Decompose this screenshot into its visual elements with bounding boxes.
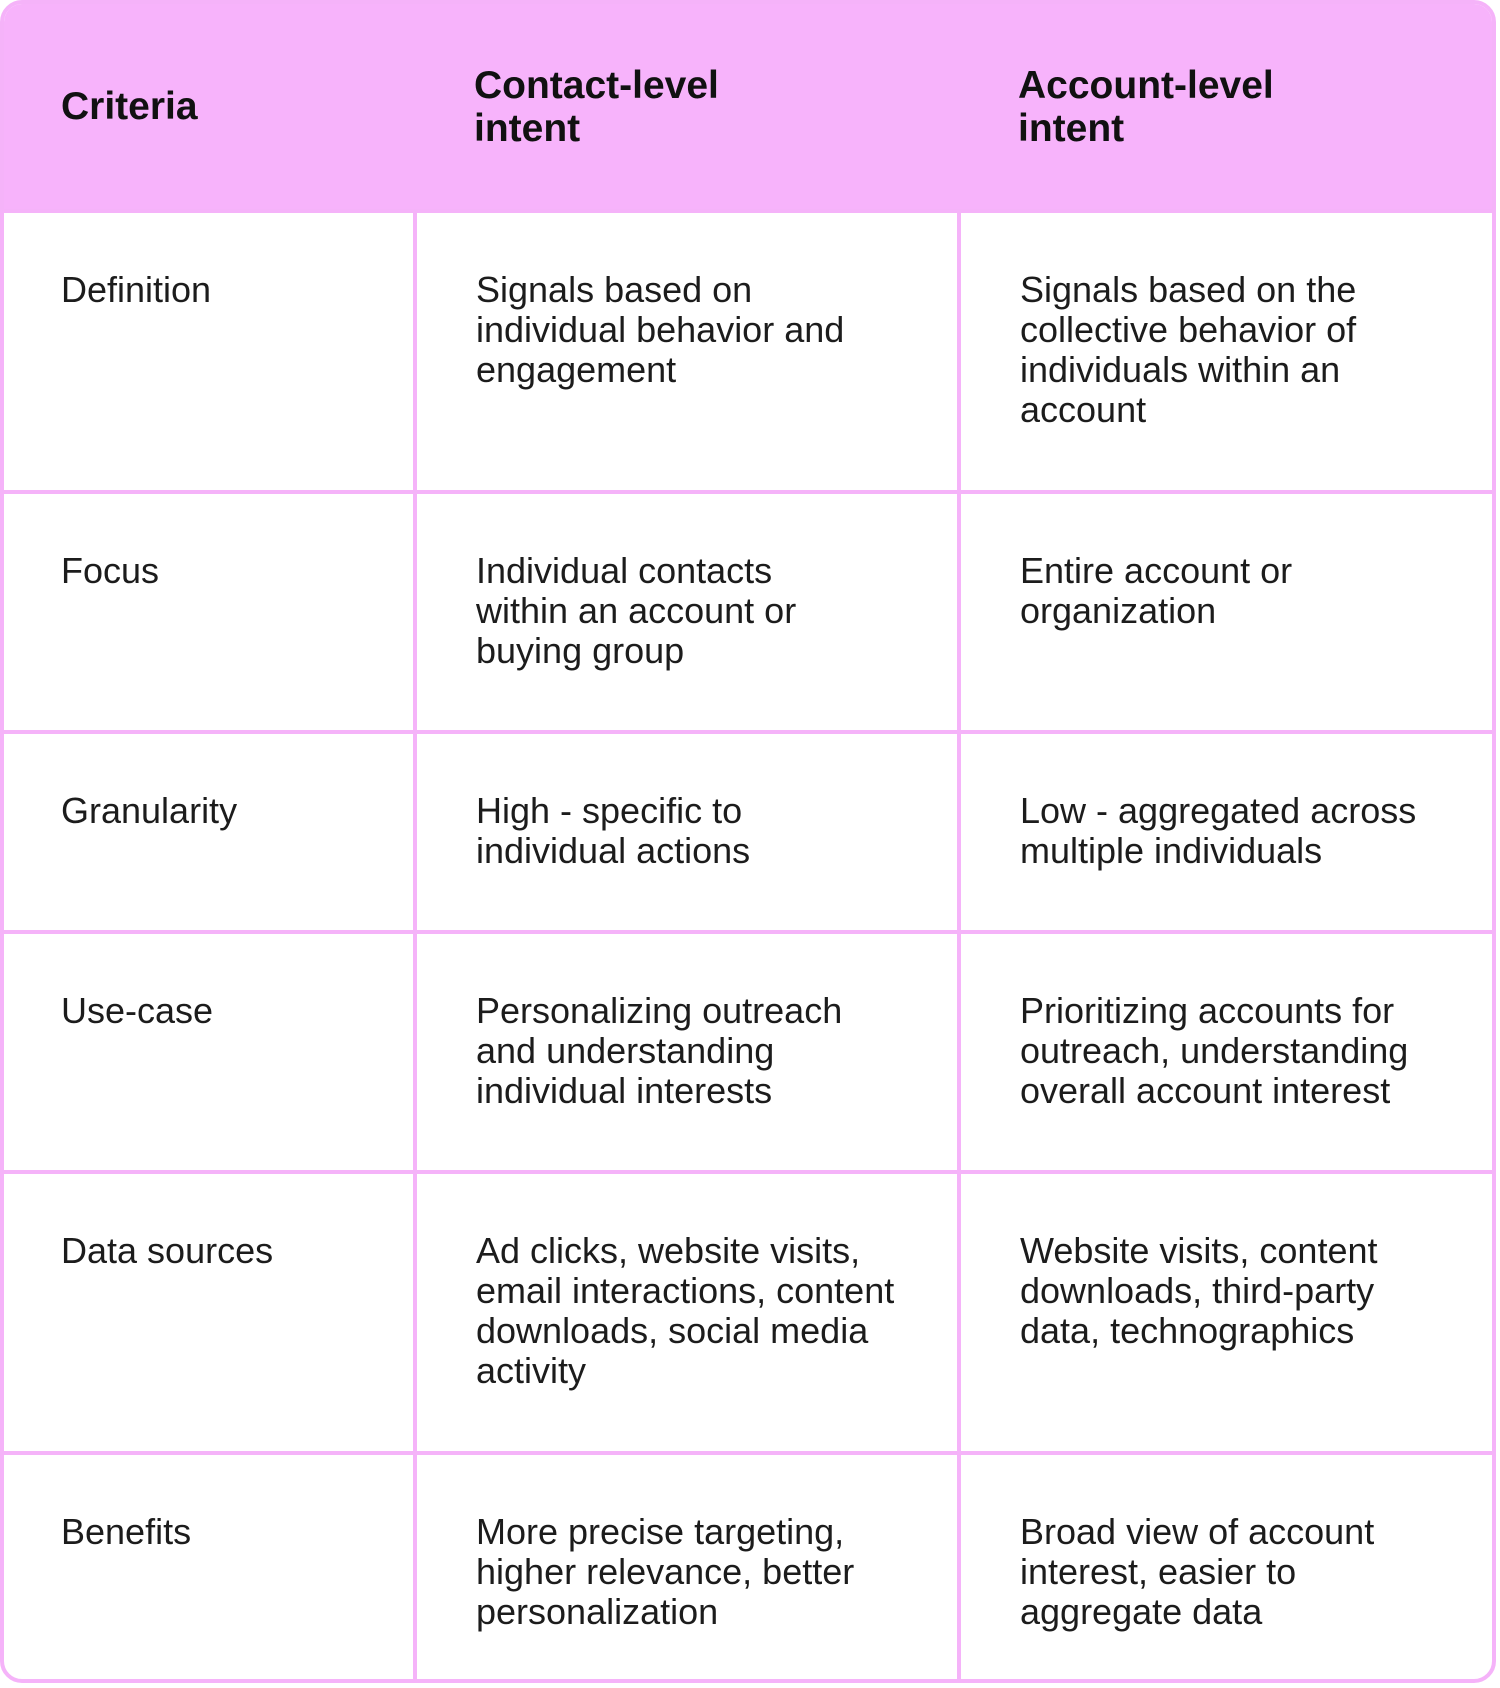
table-row [4, 211, 1492, 492]
criteria-cell: Granularity [4, 732, 415, 932]
criteria-cell: Definition [4, 211, 415, 492]
account-cell-text: Prioritizing accounts for outreach, understanding overall account interest [1020, 990, 1409, 1111]
contact-cell-text: More precise targeting, higher relevance, better personalization [476, 1511, 855, 1632]
contact-cell [415, 1172, 959, 1453]
account-cell-text: Low - aggregated across multiple individuals [1020, 790, 1417, 871]
comparison-table [4, 4, 1492, 1683]
header-account-level-intent [959, 4, 1492, 211]
header-criteria: Criteria [61, 85, 198, 128]
account-cell [959, 492, 1492, 732]
criteria-cell: Data sources [4, 1172, 415, 1453]
account-cell [959, 732, 1492, 932]
account-cell-text: Broad view of account interest, easier to aggregate data [1020, 1511, 1375, 1632]
contact-cell [415, 492, 959, 732]
contact-cell-text: Individual contacts within an account or buying group [476, 550, 797, 671]
table-row [4, 492, 1492, 732]
contact-cell [415, 211, 959, 492]
table-row [4, 1172, 1492, 1453]
table-row [4, 732, 1492, 932]
table-row [4, 932, 1492, 1172]
header-account-label: Account-level intent [1018, 63, 1274, 150]
account-cell-text: Signals based on the collective behavior of individuals within an account [1020, 269, 1357, 430]
table-body [4, 211, 1492, 1683]
contact-cell-text: High - specific to individual actions [476, 790, 751, 871]
header-contact-label: Contact-level intent [474, 63, 719, 150]
account-cell [959, 1453, 1492, 1683]
account-cell [959, 932, 1492, 1172]
contact-cell [415, 732, 959, 932]
account-cell [959, 1172, 1492, 1453]
header-contact-level-intent [415, 4, 959, 211]
account-cell-text: Entire account or organization [1020, 550, 1293, 631]
criteria-cell: Benefits [4, 1453, 415, 1683]
header-row [4, 4, 1492, 211]
criteria-cell: Focus [4, 492, 415, 732]
table-row [4, 1453, 1492, 1683]
contact-cell [415, 932, 959, 1172]
criteria-cell: Use-case [4, 932, 415, 1172]
contact-cell-text: Personalizing outreach and understanding individual interests [476, 990, 843, 1111]
table-header [4, 4, 1492, 211]
account-cell [959, 211, 1492, 492]
contact-cell-text: Ad clicks, website visits, email interactions, content downloads, social media activity [476, 1230, 895, 1391]
account-cell-text: Website visits, content downloads, third-party data, technographics [1020, 1230, 1378, 1351]
contact-cell [415, 1453, 959, 1683]
contact-cell-text: Signals based on individual behavior and engagement [476, 269, 845, 390]
